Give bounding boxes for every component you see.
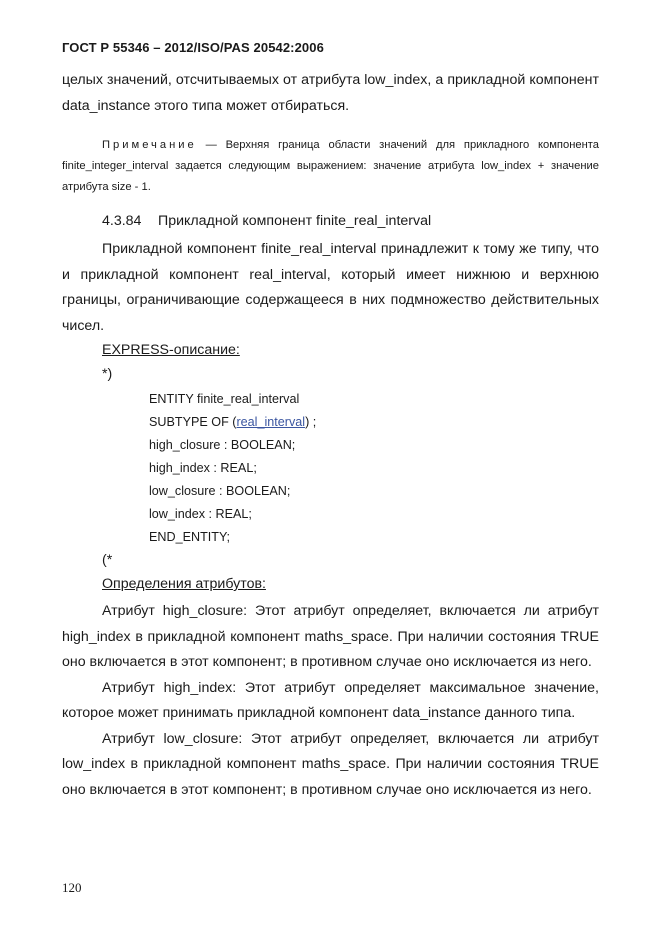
- definitions-heading: Определения атрибутов:: [102, 576, 266, 592]
- note-dash: —: [196, 139, 226, 151]
- express-end-line: END_ENTITY;: [149, 530, 231, 544]
- note-block: [62, 135, 599, 198]
- definitions-block: [62, 599, 599, 803]
- document-header: ГОСТ Р 55346 – 2012/ISO/PAS 20542:2006: [62, 40, 324, 55]
- express-entity-line: ENTITY finite_real_interval: [149, 392, 300, 406]
- express-close-comment: (*: [102, 552, 113, 568]
- subtype-prefix: SUBTYPE OF (: [149, 415, 237, 429]
- express-attribute-line: high_index : REAL;: [149, 461, 257, 475]
- definition-paragraph: Атрибут high_index: Этот атрибут определяет максимальное значение, которое может принимать прикладной компонент data_instance данного типа.: [62, 679, 599, 721]
- note-label: Примечание: [102, 139, 197, 151]
- intro-paragraph: целых значений, отсчитываемых от атрибута low_index, а прикладной компонент data_instance этого типа может отбираться.: [62, 72, 599, 114]
- section-number: 4.3.84: [102, 213, 142, 229]
- definition-paragraph: Атрибут high_closure: Этот атрибут определяет, включается ли атрибут high_index в прикладной компонент maths_space. При наличии состояния TRUE оно включается в этот компонент; в противном случае оно исключается из него.: [62, 603, 599, 670]
- note-text: Верхняя граница области значений для прикладного компонента finite_integer_interval задается следующим выражением: значение атрибута low_index + значение атрибута size - 1.: [62, 139, 599, 193]
- note-paragraph: [62, 135, 599, 198]
- express-attribute-line: low_index : REAL;: [149, 507, 252, 521]
- intro-paragraph-block: [62, 68, 599, 119]
- express-attribute-line: low_closure : BOOLEAN;: [149, 484, 291, 498]
- definition-paragraph: Атрибут low_closure: Этот атрибут определяет, включается ли атрибут low_index в прикладной компонент maths_space. При наличии состояния TRUE оно включается в этот компонент; в противном случае оно исключается из него.: [62, 730, 599, 798]
- section-title: Прикладной компонент finite_real_interval: [158, 213, 432, 229]
- express-attribute-line: high_closure : BOOLEAN;: [149, 438, 296, 452]
- subtype-suffix: ) ;: [305, 415, 317, 429]
- express-heading: EXPRESS-описание:: [102, 342, 240, 358]
- real-interval-link[interactable]: real_interval: [236, 415, 306, 429]
- express-open-comment: *): [102, 366, 113, 382]
- section-paragraph: Прикладной компонент finite_real_interval принадлежит к тому же типу, что и прикладной компонент real_interval, который имеет нижнюю и верхнюю границы, ограничивающие содержащееся в них подмножество действительных чисел.: [62, 241, 599, 334]
- section-heading: [102, 213, 431, 229]
- express-subtype-line: [149, 415, 316, 429]
- page-number: 120: [62, 880, 82, 895]
- section-paragraph-block: [62, 237, 599, 339]
